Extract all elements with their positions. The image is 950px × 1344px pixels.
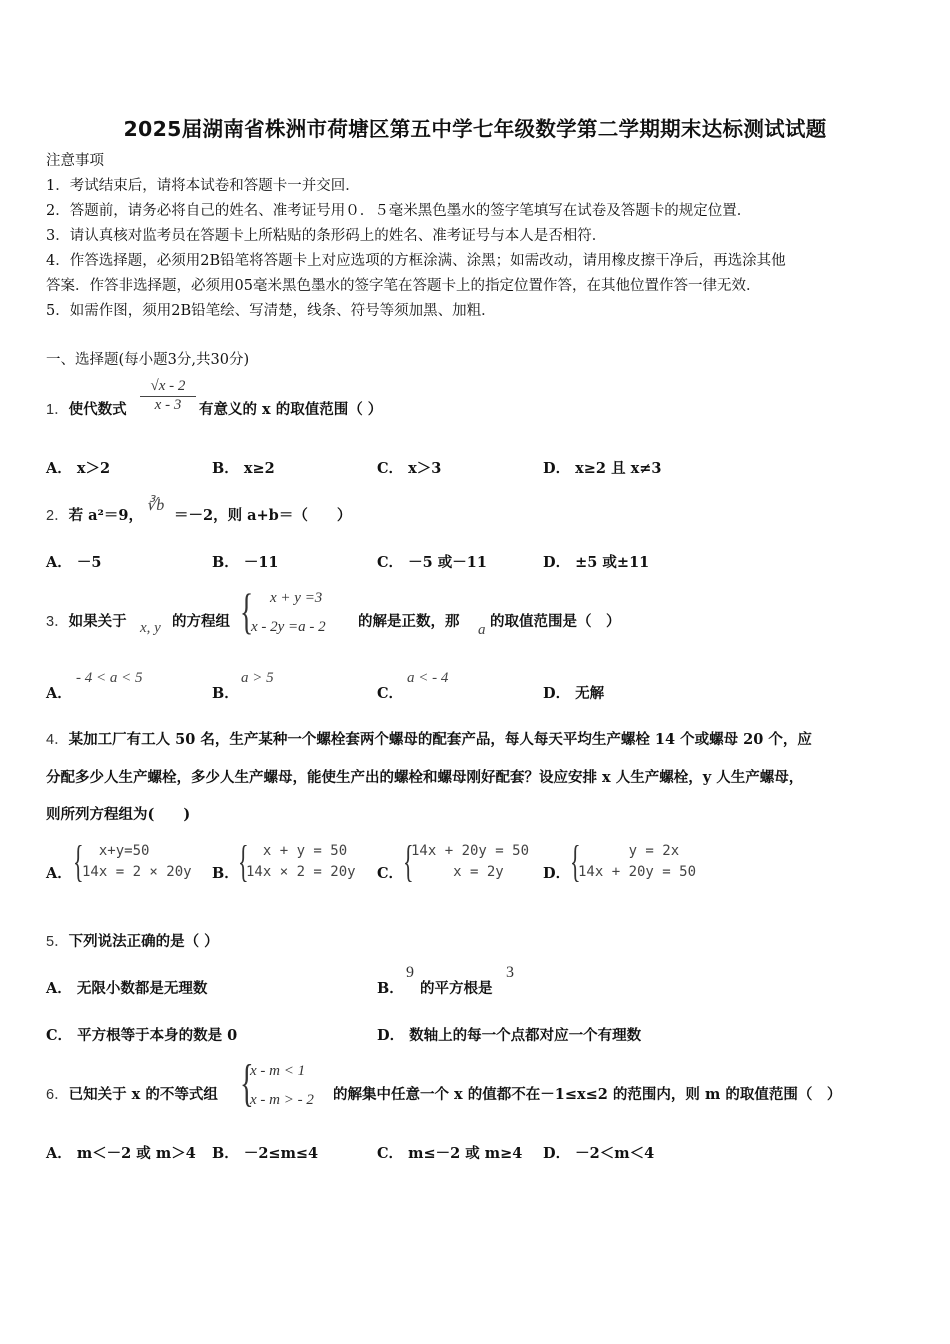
option-label: B． [212,865,239,882]
equation-1: 14x + 20y = 50 [411,843,530,859]
notice-item: 5．如需作图，须用2B铅笔绘、写清楚，线条、符号等须加黑、加粗． [46,303,496,319]
option-label: C． [377,1145,404,1162]
option-label: C． [377,460,404,477]
equation-2: 14x + 20y = 50 [578,864,697,880]
option-label: C． [46,1027,73,1044]
question-3 [46,612,127,632]
option-d[interactable] [377,1026,641,1046]
question-text: 某加工厂有工人 50 名，生产某种一个螺栓套两个螺母的配套产品，每人每天平均生产螺栓 14 个或螺母 20 个，应 [68,731,812,748]
fraction [140,378,196,414]
option-text: －5 [76,554,102,571]
equation-2: x - 2y =a - 2 [251,619,326,635]
equation-2: 14x = 2 × 20y [82,864,192,880]
option-b[interactable] [377,979,404,999]
equation-1: y = 2x [578,843,680,859]
option-label: D． [543,865,571,882]
question-text: ＝－2，则 a+b＝（ ） [174,507,352,524]
option-label: A． [46,460,72,477]
option-text: m≤－2 或 m≥4 [408,1145,523,1162]
equation-2: 14x × 2 = 20y [246,864,356,880]
notice-item: 3．请认真核对监考员在答题卡上所粘贴的条形码上的姓名、准考证号与本人是否相符． [46,228,607,244]
option-c[interactable] [377,553,487,573]
option-d[interactable] [543,553,649,573]
option-c[interactable] [377,459,441,479]
option-label: A． [46,865,72,882]
math-symbol: 3 [506,964,514,981]
question-line: 则所列方程组为( ) [46,806,191,823]
option-b[interactable] [212,459,275,479]
option-label: A． [46,1145,72,1162]
option-label: B． [212,460,239,477]
option-text: x≥2 [243,460,275,477]
question-text: 使代数式 [68,401,127,418]
option-text: －2≤m≤4 [243,1145,319,1162]
question-6 [46,1085,218,1105]
option-a[interactable] [46,684,72,704]
question-number: 2． [46,508,69,524]
question-1 [46,400,127,420]
option-label: A． [46,685,72,702]
notice-item: 4．作答选择题，必须用2B铅笔将答题卡上对应选项的方框涂满、涂黑；如需改动，请用橡皮擦干净后，再选涂其他 [46,253,786,269]
question-text: 的解集中任意一个 x 的值都不在－1≤x≤2 的范围内，则 m 的取值范围（ ） [333,1086,842,1103]
option-d[interactable] [543,864,570,884]
question-4 [46,721,906,833]
option-label: D． [543,685,571,702]
inequality-2: x - m > - 2 [250,1092,314,1108]
option-label: B． [212,554,239,571]
option-text: 的平方根是 [420,980,493,997]
variable-a: a [478,622,486,638]
left-brace-icon: { [570,837,581,886]
option-b[interactable] [212,864,239,884]
question-number: 3． [46,614,69,630]
variables: x, y [140,620,161,636]
left-brace-icon: { [403,837,414,886]
option-text: 数轴上的每一个点都对应一个有理数 [409,1027,642,1044]
left-brace-icon: { [240,583,254,639]
option-b[interactable] [212,553,279,573]
left-brace-icon: { [238,837,249,886]
option-text: x＞3 [408,460,442,477]
question-text: 的解是正数，那 [358,613,460,630]
option-label: A． [46,554,72,571]
question-line: 分配多少人生产螺栓，多少人生产螺母，能使生产出的螺栓和螺母刚好配套？设应安排 x 人生产螺栓，y 人生产螺母， [46,769,804,786]
option-label: C． [377,865,404,882]
inequality-1: x - m < 1 [250,1063,306,1079]
option-label: B． [212,685,239,702]
option-label: D． [543,554,571,571]
option-a[interactable] [46,979,207,999]
option-d[interactable] [543,459,662,479]
option-label: A． [46,980,72,997]
option-text: 无解 [575,685,605,702]
option-label: D． [543,1145,571,1162]
fraction-denominator: x - 3 [154,397,182,413]
equation-1: x + y =3 [270,590,323,606]
question-line [46,721,906,759]
option-text: - 4 < a < 5 [76,670,143,686]
left-brace-icon: { [73,837,84,886]
question-number: 4． [46,732,69,748]
option-b[interactable] [212,684,239,704]
option-c[interactable] [377,864,403,884]
notice-item: 答案．作答非选择题，必须用05毫米黑色墨水的签字笔在答题卡上的指定位置作答，在其他位置作答一律无效． [46,278,761,294]
question-text: 已知关于 x 的不等式组 [68,1086,218,1103]
question-text: 如果关于 [68,613,127,630]
question-text: 的取值范围是（ ） [490,613,621,630]
option-a[interactable] [46,864,72,884]
option-d[interactable] [543,684,604,704]
option-a[interactable] [46,553,101,573]
question-5 [46,932,219,952]
question-2 [46,506,143,526]
cube-root: ∛b [146,497,165,514]
question-text: 有意义的 x 的取值范围（ ） [199,401,383,418]
option-text: －11 [243,554,279,571]
option-text: m＜－2 或 m＞4 [76,1145,196,1162]
option-label: B． [377,980,404,997]
option-text: ±5 或±11 [575,554,650,571]
left-brace-icon: { [240,1055,254,1112]
option-label: C． [377,554,404,571]
option-text: －5 或－11 [408,554,487,571]
section-heading: 一、选择题(每小题3分,共30分) [46,352,250,368]
question-text: 下列说法正确的是（ ） [68,933,219,950]
equation-2: x = 2y [411,864,504,880]
option-a[interactable] [46,459,110,479]
notice-item: 2．答题前，请务必将自己的姓名、准考证号用０．５毫米黑色墨水的签字笔填写在试卷及答题卡的规定位置． [46,203,752,219]
question-number: 6． [46,1087,69,1103]
option-text: 平方根等于本身的数是 0 [77,1027,238,1044]
question-number: 5． [46,934,69,950]
option-label: D． [543,460,571,477]
option-text: a < - 4 [407,670,449,686]
option-c[interactable] [377,684,403,704]
equation-1: x + y = 50 [246,843,348,859]
equation-1: x+y=50 [82,843,150,859]
option-label: C． [377,685,404,702]
math-symbol: 9 [406,964,414,981]
option-d[interactable] [543,1144,654,1164]
page-title: 2025届湖南省株洲市荷塘区第五中学七年级数学第二学期期末达标测试试题 [123,117,827,141]
question-text: 的方程组 [172,613,230,630]
notice-item: 1．考试结束后，请将本试卷和答题卡一并交回． [46,178,360,194]
option-b[interactable] [212,1144,318,1164]
option-text: x＞2 [76,460,111,477]
notice-heading: 注意事项 [46,153,104,169]
option-a[interactable] [46,1144,196,1164]
question-text: 若 a²＝9， [68,507,143,524]
option-text: x≥2 且 x≠3 [575,460,662,477]
question-number: 1． [46,402,69,418]
option-text: a > 5 [241,670,274,686]
fraction-numerator: √x - 2 [140,378,196,397]
option-c[interactable] [377,1144,522,1164]
option-text: －2＜m＜4 [575,1145,655,1162]
option-c[interactable] [46,1026,237,1046]
option-label: B． [212,1145,239,1162]
option-label: D． [377,1027,405,1044]
option-text: 无限小数都是无理数 [76,980,208,997]
